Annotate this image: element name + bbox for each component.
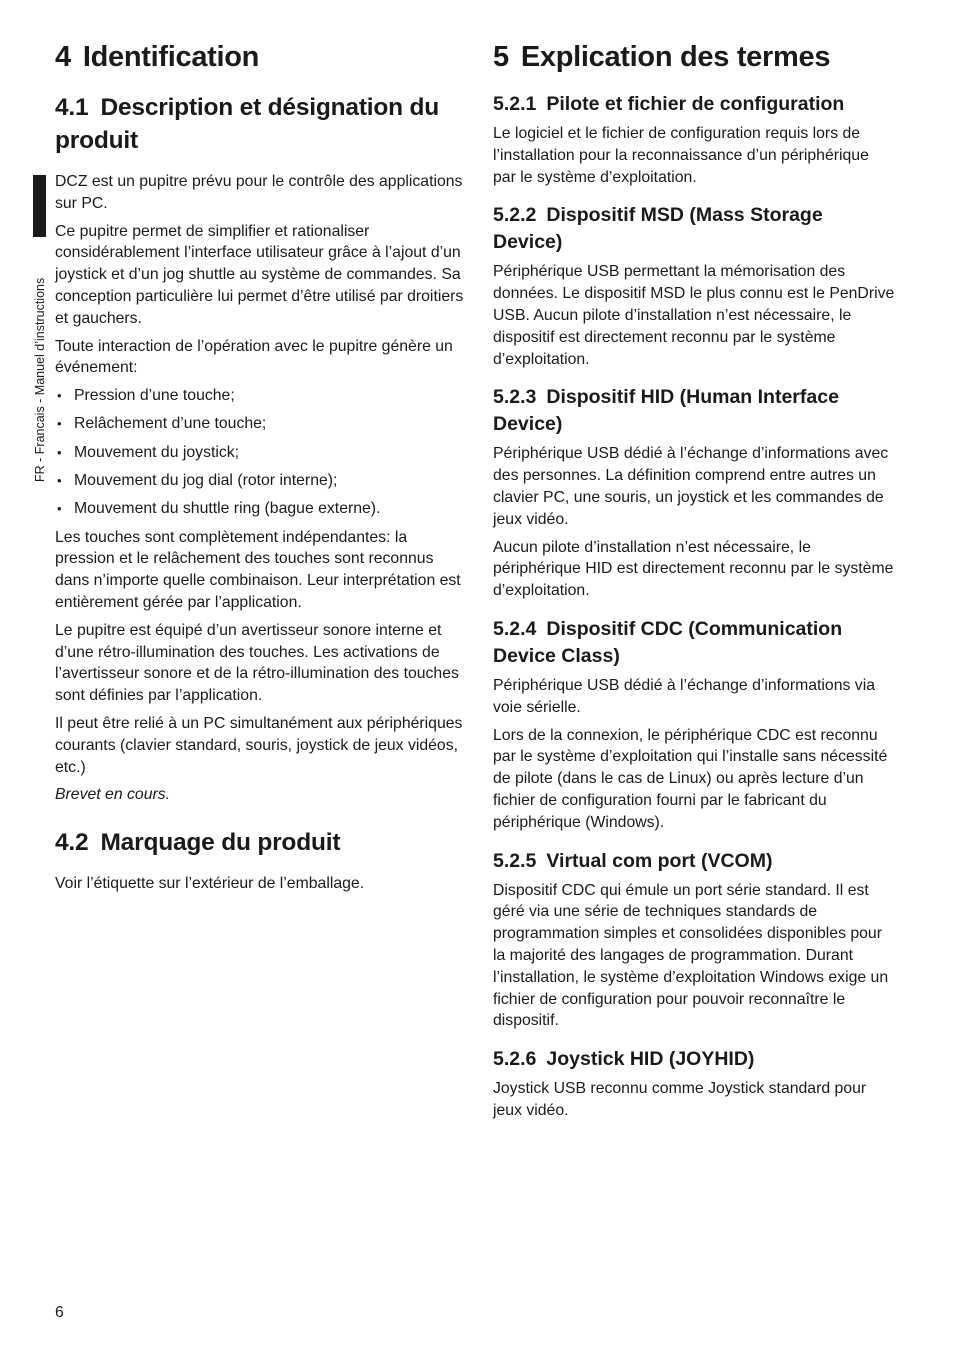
- paragraph: Lors de la connexion, le périphérique CDC est reconnu par le système d’exploitation qui l’installe sans nécessité de pilote (dans le cas de Linux) ou après lecture d’un fichier de configuration fourni par le fabricant du périphérique (Windows).: [493, 726, 888, 831]
- section-5-2-2-heading: 5.2.2 Dispositif MSD (Mass Storage Device): [493, 204, 823, 254]
- paragraph: Périphérique USB permettant la mémorisation des données. Le dispositif MSD le plus connu est le PenDrive USB. Aucun pilote d’installation n’est nécessaire, le dispositif est directement reconnu par le système d’exploitation.: [493, 263, 895, 368]
- section-5-2-1-heading: 5.2.1 Pilote et fichier de configuration: [493, 93, 845, 115]
- paragraph: Joystick USB reconnu comme Joystick standard pour jeux vidéo.: [493, 1080, 867, 1119]
- list-item: • Pression d’une touche;: [55, 385, 465, 407]
- left-column: [55, 38, 465, 901]
- paragraph: Le logiciel et le fichier de configuration requis lors de l’installation pour la reconnaissance d’un périphérique par le système d’exploitation.: [493, 125, 869, 186]
- list-item: • Mouvement du joystick;: [55, 442, 465, 464]
- section-4-1-heading: 4.1 Description et désignation du produit: [55, 94, 440, 154]
- page-number: 6: [55, 1304, 64, 1321]
- sidebar-marker-bar: [33, 175, 46, 237]
- paragraph: Toute interaction de l’opération avec le pupitre génère un événement:: [55, 337, 453, 377]
- event-list: [55, 385, 465, 520]
- section-5-2-5-heading: 5.2.5 Virtual com port (VCOM): [493, 849, 773, 872]
- section-4-2-heading: 4.2 Marquage du produit: [55, 829, 341, 857]
- chapter-4-heading: 4 Identification: [55, 41, 260, 73]
- sidebar-language-label: FR - Francais - Manuel d’instructions: [33, 277, 47, 482]
- list-item: • Relâchement d’une touche;: [55, 413, 465, 435]
- paragraph: Le pupitre est équipé d’un avertisseur sonore interne et d’une rétro-illumination des touches. Les activations de l’avertisseur sonore et de la rétro-illumination des touches sont définies par l’application.: [55, 621, 459, 705]
- paragraph: Périphérique USB dédié à l’échange d’informations via voie sérielle.: [493, 676, 875, 716]
- paragraph: Il peut être relié à un PC simultanément aux périphériques courants (clavier standard, souris, joystick de jeux vidéos, etc.): [55, 715, 463, 776]
- chapter-5-heading: 5 Explication des termes: [493, 41, 831, 73]
- paragraph: DCZ est un pupitre prévu pour le contrôle des applications sur PC.: [55, 173, 463, 212]
- list-item: • Mouvement du jog dial (rotor interne);: [55, 470, 465, 492]
- paragraph: Aucun pilote d’installation n’est nécessaire, le périphérique HID est directement reconnu par le système d’exploitation.: [493, 538, 894, 600]
- section-5-2-6-heading: 5.2.6 Joystick HID (JOYHID): [493, 1048, 755, 1071]
- paragraph: Périphérique USB dédié à l’échange d’informations avec des personnes. La définition comprend entre autres un clavier PC, une souris, un joystick et les commandes de jeux vidéo.: [493, 445, 889, 528]
- paragraph: Dispositif CDC qui émule un port série standard. Il est géré via une série de techniques standards de programmation simples et consolidées disponibles pour la majorité des langages de programmation. Durant l’installation, le système d’exploitation Windows exige un fichier de configuration pour pouvoir reconnaître le dispositif.: [493, 881, 889, 1030]
- paragraph: Les touches sont complètement indépendantes: la pression et le relâchement des touches sont reconnus dans n’importe quelle combinaison. Leur interprétation est entièrement gérée par l’application.: [55, 528, 461, 612]
- patent-note: Brevet en cours.: [55, 786, 171, 804]
- section-5-2-3-heading: 5.2.3 Dispositif HID (Human Interface Device): [493, 386, 839, 436]
- section-5-2-4-heading: 5.2.4 Dispositif CDC (Communication Device Class): [493, 617, 843, 667]
- list-item: • Mouvement du shuttle ring (bague externe).: [55, 498, 465, 520]
- right-column: [493, 38, 895, 1128]
- paragraph: Voir l’étiquette sur l’extérieur de l’emballage.: [55, 875, 365, 893]
- paragraph: Ce pupitre permet de simplifier et rationaliser considérablement l’interface utilisateur grâce à l’ajout d’un joystick et d’un jog shuttle au système de commandes. Sa conception particulière lui permet d’être utilisé par droitiers et gauchers.: [55, 222, 464, 327]
